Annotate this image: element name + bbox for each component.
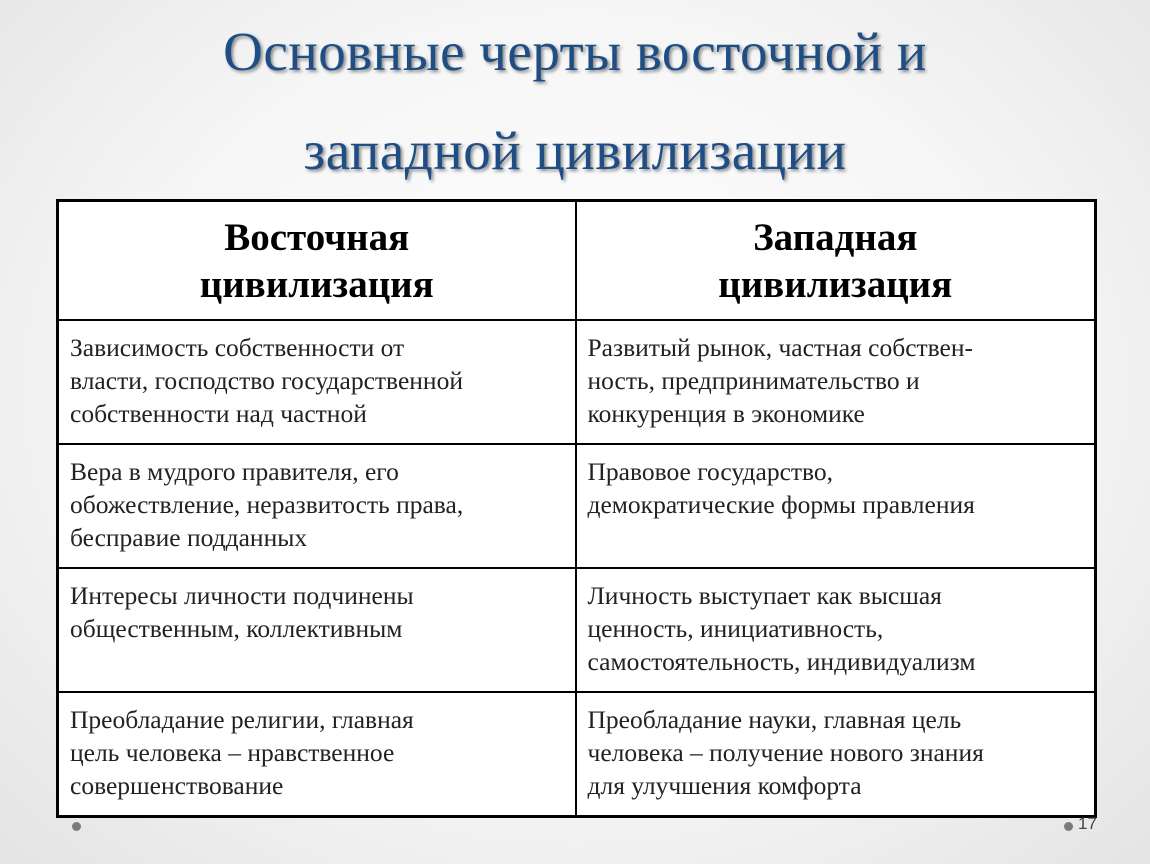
- cell-west-text: Развитый рынок, частная собствен- ность, предпринимательство и конкуренция в экономике: [587, 333, 974, 428]
- cell-east-text: Преобладание религии, главная цель человека – нравственное совершенствование: [70, 705, 414, 800]
- header-east-line-1: Восточная: [224, 215, 410, 259]
- cell-east-text: Интересы личности подчинены общественным, коллективным: [70, 581, 414, 643]
- cell-west: [576, 692, 1096, 817]
- header-west: [576, 201, 1096, 321]
- cell-west: [576, 444, 1096, 568]
- cell-west: [576, 568, 1096, 692]
- cell-east-text: Вера в мудрого правителя, его обожествление, неразвитость права, бесправие подданных: [70, 457, 464, 552]
- table-row: [58, 568, 1096, 692]
- table-row: [58, 444, 1096, 568]
- table-row: [58, 692, 1096, 817]
- slide-title: [0, 2, 1150, 200]
- bullet-dot-left: [72, 822, 81, 831]
- cell-east: [58, 692, 576, 817]
- header-east: [58, 201, 576, 321]
- cell-west-text: Правовое государство, демократические формы правления: [587, 457, 975, 519]
- cell-west-text: Личность выступает как высшая ценность, инициативность, самостоятельность, индивидуализм: [587, 581, 976, 676]
- cell-east: [58, 568, 576, 692]
- table-row: [58, 320, 1096, 444]
- title-line-2: западной цивилизации: [303, 120, 847, 181]
- cell-west: [576, 320, 1096, 444]
- table-header-row: [58, 201, 1096, 321]
- page-number: 17: [1078, 814, 1097, 833]
- cell-west-text: Преобладание науки, главная цель человека – получение нового знания для улучшения комфорта: [587, 705, 984, 800]
- header-east-line-2: цивилизация: [199, 262, 434, 306]
- header-west-line-1: Западная: [753, 215, 918, 259]
- bullet-dot-right: [1064, 822, 1073, 831]
- header-west-line-2: цивилизация: [718, 262, 953, 306]
- cell-east: [58, 444, 576, 568]
- title-line-1: Основные черты восточной и: [223, 21, 927, 82]
- comparison-table: [56, 199, 1097, 818]
- cell-east: [58, 320, 576, 444]
- cell-east-text: Зависимость собственности от власти, господство государственной собственности над частной: [70, 333, 463, 428]
